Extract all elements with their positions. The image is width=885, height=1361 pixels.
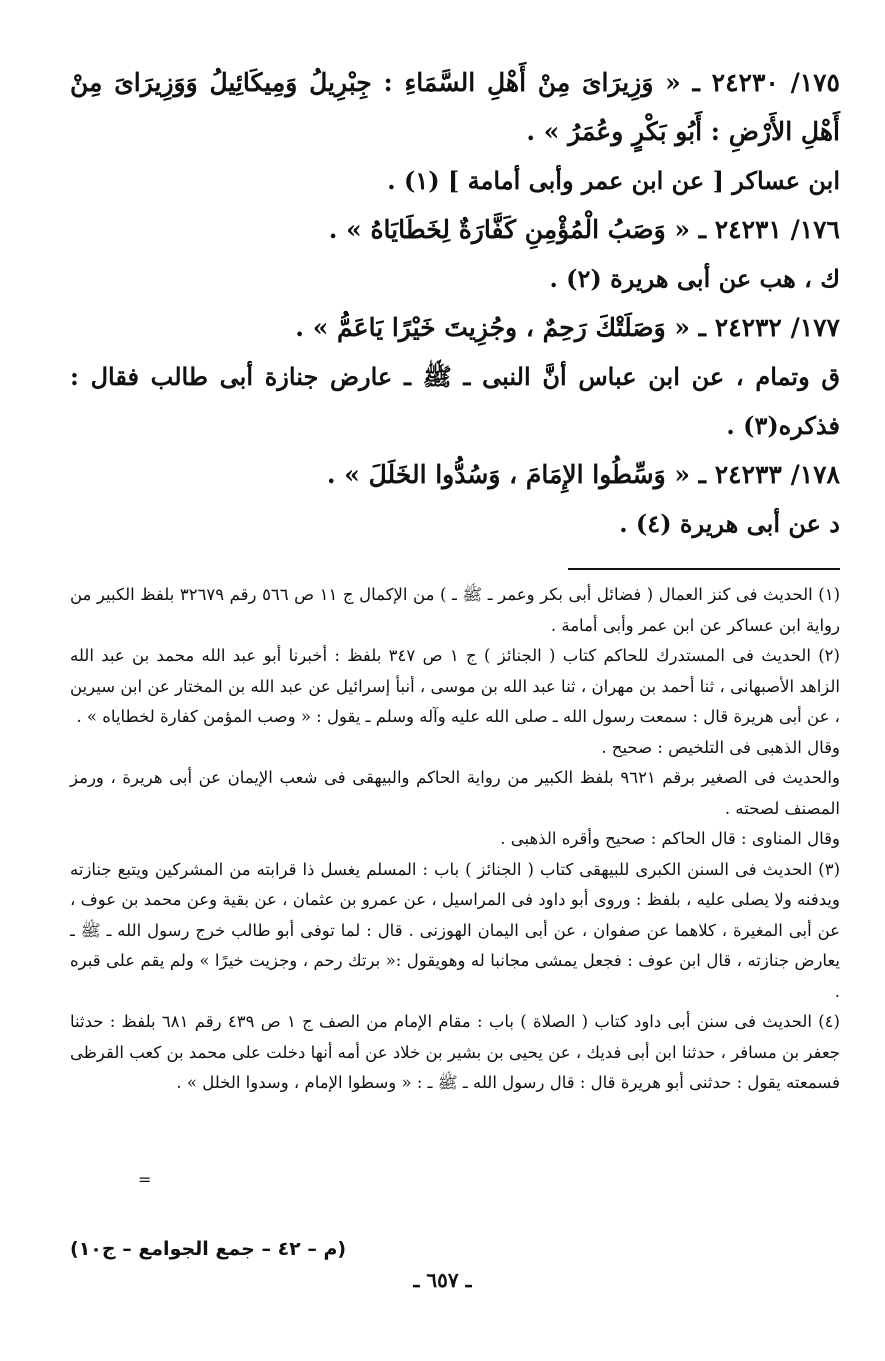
- hadith-source-176: ك ، هب عن أبى هريرة (٢) .: [549, 264, 840, 293]
- footnote-1: (١) الحديث فى كنز العمال ( فضائل أبى بكر وعمر ـ ﷺ ـ ) من الإكمال ج ١١ ص ٥٦٦ رقم ٣٢٦٧٩ بلفظ الكبير من رواية ابن عساكر عن ابن عمر وأبى أمامة .: [70, 585, 840, 635]
- hadith-entry-175: ١٧٥/ ٢٤٢٣٠ ـ « وَزِيرَاىَ مِنْ أَهْلِ السَّمَاءِ : جِبْرِيلُ وَمِيكَائِيلُ وَوَزِيرَاىَ مِنْ أَهْلِ الأَرْضِ : أَبُو بَكْرٍ وعُمَرُ » .: [70, 68, 840, 146]
- footnote-2: (٢) الحديث فى المستدرك للحاكم كتاب ( الجنائز ) ج ١ ص ٣٤٧ بلفظ : أخبرنا أبو عبد الله محمد بن عبد الله الزاهد الأصبهانى ، ثنا أحمد بن مهران ، ثنا عبد الله بن موسى ، أنبأ إسرائيل عن عبد الله بن المختار عن ابن سيرين ، عن أبى هريرة قال : سمعت رسول الله ـ صلى الله عليه وآله وسلم ـ يقول : « وصب المؤمن كفارة لخطاياه » .: [70, 646, 840, 726]
- hadith-entries: [70, 58, 840, 548]
- footnote-2-dhahabi: وقال الذهبى فى التلخيص : صحيح .: [601, 737, 840, 757]
- footnote-3: (٣) الحديث فى السنن الكبرى للبيهقى كتاب ( الجنائز ) باب : المسلم يغسل ذا قرابته من المشركين ويتبع جنازته ويدفنه ولا يصلى عليه ، بلفظ : وروى أبو داود فى المراسيل ، عن عمرو بن عثمان ، عن بقية وعن محمد بن عوف ، عن أبى المغيرة ، كلاهما عن صفوان ، عن أبى اليمان الهوزنى . قال : لما توفى أبو طالب خرج رسول الله ـ ﷺ ـ يعارض جنازته ، قال ابن عوف : فجعل يمشى مجانبا له وهويقول :« برتك رحم ، وجزيت خيرًا » ولم يقم على قبره .: [70, 859, 840, 1001]
- footnotes: [70, 580, 840, 1099]
- hadith-entry-178: ١٧٨/ ٢٤٢٣٣ ـ « وَسِّطُوا الإِمَامَ ، وَسُدُّوا الخَلَلَ » .: [326, 460, 840, 489]
- footnote-4: (٤) الحديث فى سنن أبى داود كتاب ( الصلاة ) باب : مقام الإمام من الصف ج ١ ص ٤٣٩ رقم ٦٨١ بلفظ : حدثنا جعفر بن مسافر ، حدثنا ابن أبى فديك ، عن يحيى بن بشير بن خلاد عن أمه أنها دخلت على محمد بن كعب القرظى فسمعته يقول : حدثنى أبو هريرة قال : قال رسول الله ـ ﷺ ـ : « وسطوا الإمام ، وسدوا الخلل » .: [70, 1012, 840, 1092]
- page-number: ـ ٦٥٧ ـ: [413, 1268, 472, 1292]
- hadith-entry-176: ١٧٦/ ٢٤٢٣١ ـ « وَصَبُ الْمُؤْمِنِ كَفَّارَةٌ لِخَطَايَاهُ » .: [328, 215, 840, 244]
- continuation-mark: =: [138, 1170, 152, 1189]
- hadith-source-177: ق وتمام ، عن ابن عباس أنَّ النبى ـ ﷺ ـ عارض جنازة أبى طالب فقال : فذكره(٣) .: [70, 362, 840, 440]
- hadith-source-178: د عن أبى هريرة (٤) .: [619, 509, 840, 538]
- hadith-source-175: ابن عساكر [ عن ابن عمر وأبى أمامة ] (١) .: [387, 166, 840, 195]
- signature-mark: (م – ٤٢ – جمع الجوامع – ج١٠): [70, 1238, 347, 1260]
- footnote-2-munawi: وقال المناوى : قال الحاكم : صحيح وأقره الذهبى .: [500, 829, 840, 848]
- footnote-2-saghir: والحديث فى الصغير برقم ٩٦٢١ بلفظ الكبير من رواية الحاكم والبيهقى فى شعب الإيمان عن أبى هريرة ، ورمز المصنف لصحته .: [70, 768, 840, 818]
- footnote-divider: [568, 568, 840, 570]
- hadith-entry-177: ١٧٧/ ٢٤٢٣٢ ـ « وَصَلَتْكَ رَحِمٌ ، وجُزِيتَ خَيْرًا يَاعَمُّ » .: [295, 313, 840, 342]
